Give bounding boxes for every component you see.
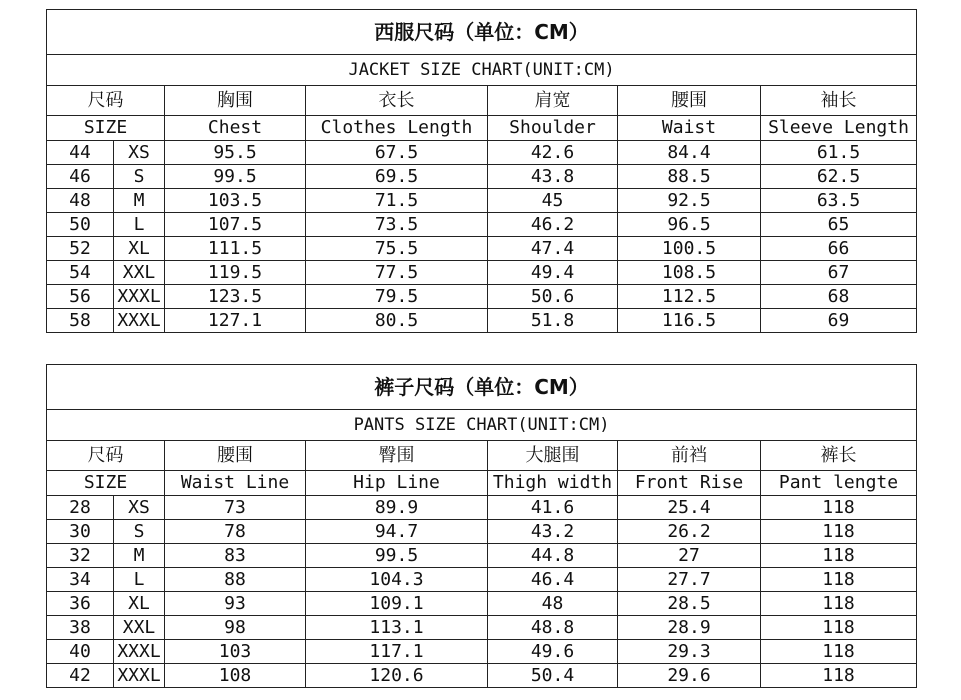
table-row [47, 496, 917, 520]
column-header-cn: 肩宽 [488, 86, 618, 116]
table-cell: 67 [761, 261, 917, 285]
table-cell: 27.7 [618, 568, 761, 592]
table-cell: 66 [761, 237, 917, 261]
table-cell: 77.5 [306, 261, 488, 285]
column-header-en: SIZE [47, 116, 165, 141]
table-cell: 117.1 [306, 640, 488, 664]
table-row [47, 664, 917, 688]
column-header-en: Chest [165, 116, 306, 141]
table-cell: 43.2 [488, 520, 618, 544]
column-header-cn: 腰围 [618, 86, 761, 116]
table-cell: 69.5 [306, 165, 488, 189]
column-header-cn: 大腿围 [488, 441, 618, 471]
table-cell: XS [114, 141, 165, 165]
column-header-cn: 前裆 [618, 441, 761, 471]
table-cell: 94.7 [306, 520, 488, 544]
table-cell: 88 [165, 568, 306, 592]
table-cell: XXL [114, 261, 165, 285]
table-subtitle: JACKET SIZE CHART(UNIT:CM) [47, 55, 917, 86]
table-cell: 73 [165, 496, 306, 520]
table-cell: 68 [761, 285, 917, 309]
table-cell: 50 [47, 213, 114, 237]
table-cell: 118 [761, 568, 917, 592]
table-cell: 45 [488, 189, 618, 213]
table-cell: XXXL [114, 640, 165, 664]
table-cell: 113.1 [306, 616, 488, 640]
table-row [47, 568, 917, 592]
header-row-en [47, 471, 917, 496]
table-cell: 71.5 [306, 189, 488, 213]
table-cell: 48 [488, 592, 618, 616]
column-header-en: Front Rise [618, 471, 761, 496]
table-cell: L [114, 568, 165, 592]
table-cell: 89.9 [306, 496, 488, 520]
table-cell: 80.5 [306, 309, 488, 333]
table-cell: 96.5 [618, 213, 761, 237]
column-header-en: Waist [618, 116, 761, 141]
table-cell: 92.5 [618, 189, 761, 213]
table-cell: 127.1 [165, 309, 306, 333]
header-row-en [47, 116, 917, 141]
table-cell: 103 [165, 640, 306, 664]
table-cell: S [114, 520, 165, 544]
table-row [47, 141, 917, 165]
table-cell: 28.9 [618, 616, 761, 640]
table-cell: 83 [165, 544, 306, 568]
table-row [47, 189, 917, 213]
table-cell: 107.5 [165, 213, 306, 237]
table-title: 西服尺码（单位：CM） [47, 10, 917, 55]
table-cell: 47.4 [488, 237, 618, 261]
table-cell: 42.6 [488, 141, 618, 165]
column-header-en: Sleeve Length [761, 116, 917, 141]
table-cell: 123.5 [165, 285, 306, 309]
table-cell: 28.5 [618, 592, 761, 616]
table-cell: 108.5 [618, 261, 761, 285]
table-row [47, 616, 917, 640]
table-title: 裤子尺码（单位：CM） [47, 365, 917, 410]
table-cell: 78 [165, 520, 306, 544]
column-header-en: SIZE [47, 471, 165, 496]
table-cell: M [114, 544, 165, 568]
table-row [47, 213, 917, 237]
table-cell: 56 [47, 285, 114, 309]
table-cell: 120.6 [306, 664, 488, 688]
table-cell: 50.6 [488, 285, 618, 309]
table-cell: 54 [47, 261, 114, 285]
table-cell: 88.5 [618, 165, 761, 189]
table-cell: XXXL [114, 664, 165, 688]
table-row [47, 165, 917, 189]
table-cell: 49.6 [488, 640, 618, 664]
table-cell: 79.5 [306, 285, 488, 309]
header-row-cn [47, 86, 917, 116]
table-cell: 103.5 [165, 189, 306, 213]
table-cell: 99.5 [306, 544, 488, 568]
table-cell: 118 [761, 640, 917, 664]
table-cell: 46.4 [488, 568, 618, 592]
table-cell: XXXL [114, 309, 165, 333]
header-row-cn [47, 441, 917, 471]
table-cell: 65 [761, 213, 917, 237]
table-cell: 100.5 [618, 237, 761, 261]
table-cell: 51.8 [488, 309, 618, 333]
table-cell: 73.5 [306, 213, 488, 237]
table-cell: XS [114, 496, 165, 520]
table-cell: 38 [47, 616, 114, 640]
table-cell: 43.8 [488, 165, 618, 189]
pants-size-table [46, 364, 917, 688]
table-cell: S [114, 165, 165, 189]
table-cell: 108 [165, 664, 306, 688]
table-cell: 98 [165, 616, 306, 640]
table-cell: 32 [47, 544, 114, 568]
table-cell: 118 [761, 664, 917, 688]
table-row [47, 237, 917, 261]
table-cell: 48 [47, 189, 114, 213]
table-cell: 69 [761, 309, 917, 333]
table-cell: 95.5 [165, 141, 306, 165]
table-cell: 36 [47, 592, 114, 616]
table-cell: 50.4 [488, 664, 618, 688]
table-row [47, 309, 917, 333]
table-cell: 62.5 [761, 165, 917, 189]
table-cell: 44.8 [488, 544, 618, 568]
column-header-en: Pant lengte [761, 471, 917, 496]
table-cell: 104.3 [306, 568, 488, 592]
table-cell: 61.5 [761, 141, 917, 165]
table-row [47, 261, 917, 285]
table-row [47, 520, 917, 544]
column-header-cn: 尺码 [47, 86, 165, 116]
column-header-cn: 袖长 [761, 86, 917, 116]
table-row [47, 640, 917, 664]
table-cell: 118 [761, 520, 917, 544]
table-row [47, 592, 917, 616]
table-cell: 67.5 [306, 141, 488, 165]
table-cell: 118 [761, 592, 917, 616]
table-cell: 84.4 [618, 141, 761, 165]
table-cell: 58 [47, 309, 114, 333]
table-cell: 28 [47, 496, 114, 520]
column-header-en: Thigh width [488, 471, 618, 496]
table-cell: XL [114, 592, 165, 616]
column-header-cn: 臀围 [306, 441, 488, 471]
table-cell: 29.6 [618, 664, 761, 688]
table-cell: 116.5 [618, 309, 761, 333]
table-cell: XL [114, 237, 165, 261]
column-header-cn: 尺码 [47, 441, 165, 471]
table-cell: XXL [114, 616, 165, 640]
table-cell: 27 [618, 544, 761, 568]
table-cell: 93 [165, 592, 306, 616]
table-subtitle: PANTS SIZE CHART(UNIT:CM) [47, 410, 917, 441]
table-cell: 26.2 [618, 520, 761, 544]
column-header-en: Waist Line [165, 471, 306, 496]
table-cell: 42 [47, 664, 114, 688]
table-cell: 52 [47, 237, 114, 261]
column-header-cn: 胸围 [165, 86, 306, 116]
table-cell: 25.4 [618, 496, 761, 520]
table-cell: 63.5 [761, 189, 917, 213]
jacket-size-table [46, 9, 917, 333]
table-cell: 118 [761, 496, 917, 520]
table-cell: 112.5 [618, 285, 761, 309]
table-cell: 46 [47, 165, 114, 189]
table-cell: 118 [761, 616, 917, 640]
table-cell: 119.5 [165, 261, 306, 285]
table-cell: 44 [47, 141, 114, 165]
table-row [47, 285, 917, 309]
table-cell: 49.4 [488, 261, 618, 285]
column-header-cn: 衣长 [306, 86, 488, 116]
table-row [47, 544, 917, 568]
table-cell: 29.3 [618, 640, 761, 664]
table-cell: XXXL [114, 285, 165, 309]
table-cell: 118 [761, 544, 917, 568]
table-cell: 46.2 [488, 213, 618, 237]
table-cell: 41.6 [488, 496, 618, 520]
table-cell: 40 [47, 640, 114, 664]
table-cell: 109.1 [306, 592, 488, 616]
table-cell: 30 [47, 520, 114, 544]
column-header-en: Hip Line [306, 471, 488, 496]
table-cell: 111.5 [165, 237, 306, 261]
column-header-en: Clothes Length [306, 116, 488, 141]
table-cell: L [114, 213, 165, 237]
table-cell: 99.5 [165, 165, 306, 189]
column-header-en: Shoulder [488, 116, 618, 141]
table-cell: 48.8 [488, 616, 618, 640]
column-header-cn: 腰围 [165, 441, 306, 471]
column-header-cn: 裤长 [761, 441, 917, 471]
table-cell: 34 [47, 568, 114, 592]
table-cell: M [114, 189, 165, 213]
table-cell: 75.5 [306, 237, 488, 261]
